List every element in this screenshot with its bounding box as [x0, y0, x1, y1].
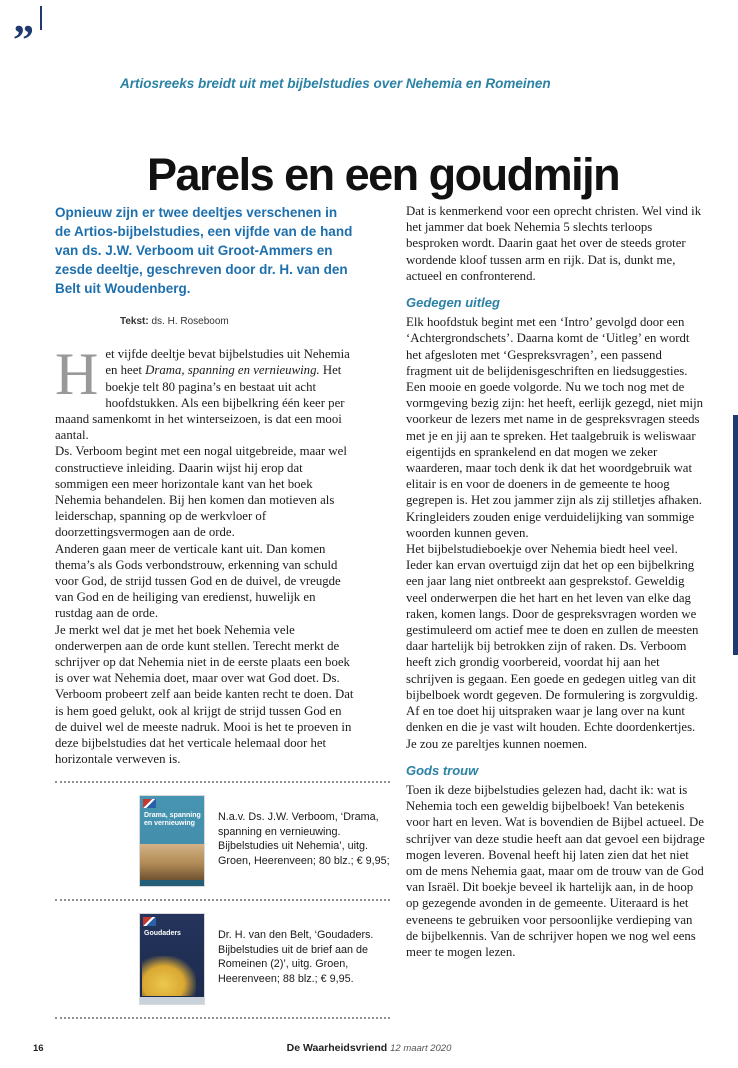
book-cover-photo — [142, 956, 196, 996]
article-body-left — [55, 341, 356, 767]
paragraph: Elk hoofdstuk begint met een ‘Intro’ gevolgd door een ‘Achtergrondschets’. Daarna komt de ‘Uitleg’ en wordt het afgesloten met ‘Gespreksvragen’, een passend fragment uit de belijdenisgeschriften en liedsuggesties. Een mooie en goede volgorde. Nu we toch nog met de vormgeving bezig zijn: het heeft, eerlijk gezegd, niet mijn voorkeur de lezers met name in de gespreksvragen steeds met je en jij aan te spreken. Het taalgebruik is weliswaar eigentijds en sprankelend en dat mogen we zeker waarderen, maar toch denk ik dat het woordgebruik wat elitair is en voor de doeners in de gemeente te hoog gegrepen is. Het zou jammer zijn als zij stilletjes afhaken. Kringleiders zouden enige verduidelijking van sommige woorden kunnen geven. — [406, 315, 704, 540]
paragraph-dropcap — [55, 341, 356, 443]
paragraph: Anderen gaan meer de verticale kant uit. Dan komen thema’s als Gods verbondstrouw, erkenning van schuld voor God, de strijd tussen God en de duivel, de vreugde van God en de heiliging van eredienst, huwelijk en rustdag aan de orde. — [55, 541, 341, 621]
book-cover-photo — [140, 844, 204, 880]
paragraph: Het bijbelstudieboekje over Nehemia biedt heel veel. Ieder kan ervan overtuigd zijn dat het op een bijbelkring een jaar lang niet ontbreekt aan gesprekstof. Geweldig veel onderwerpen die het hart en het leven van elke dag raken, komen langs. Door de gespreksvragen worden we gestimuleerd om actief mee te doen en zullen de meesten daar hartelijk bij betrokken zijn of raken. Ds. Verboom heeft zich grondig voorbereid, voordat hij aan het schrijven is gegaan. Een goede en gedegen uitleg van dit bijbelboek wordt gegeven. De formulering is zorgvuldig. Af en toe doet hij uitspraken waar je lang over na kunt denken en die je vast wilt houden. Echte doordenkertjes. Je zou ze pareltjes kunnen noemen. — [406, 542, 699, 751]
paragraph: Je merkt wel dat je met het boek Nehemia vele onderwerpen aan de orde kunt stellen. Terecht merkt de schrijver op dat Nehemia niet in de eerste plaats een boek is over wat Nehemia doet, maar over wat God doet. Ds. Verboom probeert zelf aan beide kanten recht te doen. Dat is hem goed gelukt, ook al krijgt de strijd tussen God en de duivel wel de meeste nadruk. Mooi is het te proeven in deze bijbelstudies dat het verticale helemaal door het horizontale verweven is. — [55, 622, 354, 767]
left-column — [55, 203, 390, 1019]
book-info-box — [55, 781, 390, 1019]
book-cover-title: Goudaders — [144, 930, 181, 938]
byline-label: Tekst: — [120, 316, 149, 327]
book-entry — [55, 781, 390, 899]
paragraph: Ds. Verboom begint met een nogal uitgebreide, maar wel constructieve inleiding. Daarin wijst hij erop dat sommigen een meer horizontale kant van het boek Nehemia behandelen. Bij hen komen dan motieven als leiderschap, spanning op de werkvloer of doorzettingsvermogen aan de orde. — [55, 444, 347, 540]
drop-cap: H — [55, 341, 99, 408]
section-gods-trouw — [406, 763, 707, 960]
right-column — [406, 203, 707, 1019]
footer-center — [0, 1042, 738, 1054]
section-heading: Gods trouw — [406, 762, 479, 778]
section-heading: Gedegen uitleg — [406, 295, 500, 311]
paragraph-text: et vijfde deeltje bevat bijbelstudies uit Nehemia en heet — [105, 347, 350, 378]
article-title: Parels en een goudmijn — [147, 149, 620, 201]
article-columns — [55, 203, 707, 1019]
book-cover-strip — [140, 880, 204, 886]
book-cover-drama — [140, 796, 204, 886]
corner-rule — [40, 6, 42, 30]
book-cover-title: Drama, spanning en vernieuwing — [144, 812, 201, 828]
edge-index-bar — [733, 415, 738, 655]
paragraph: Toen ik deze bijbelstudies gelezen had, dacht ik: wat is Nehemia toch een geweldig bijbelboek! Van betekenis voor hart en leven. Wat is bovendien de Bijbel actueel. De schrijver van deze studie heeft aan dat gevoel een bijdrage mogen leveren. Bovenal heeft hij laten zien dat het niet om de mens Nehemia gaat, maar om de trouw van de God van Israël. Dit boekje beveel ik hartelijk aan, in de hoop op gezegende avonden in de gemeente. Uiteraard is het eveneens te gebruiken voor persoonlijke verdieping van de bijbelkennis. Van de schrijver hopen we nog wel eens meer te mogen lezen. — [406, 782, 705, 959]
page-number: 16 — [33, 1043, 44, 1054]
paragraph-text: Het boekje telt 80 pagina’s en bestaat uit acht hoofdstukken. Als een bijbelkring één keer per maand samenkomt in het winterseizoen, is dat een mooi aantal. — [55, 363, 345, 443]
book-caption: Dr. H. van den Belt, ‘Goudaders. Bijbelstudies uit de brief aan de Romeinen (2)’, uitg. Groen, Heerenveen; 88 blz.; € 9,95. — [218, 929, 374, 985]
article-kicker: Artiosreeks breidt uit met bijbelstudies over Nehemia en Romeinen — [120, 76, 551, 91]
book-cover-strip — [140, 997, 204, 1004]
issue-date: 12 maart 2020 — [390, 1043, 452, 1054]
article-intro: Opnieuw zijn er twee deeltjes verschenen in de Artios-bijbelstudies, een vijfde van de hand van ds. J.W. Verboom uit Groot-Ammers en zesde deeltje, geschreven door dr. H. van den Belt uit Woudenberg. — [55, 205, 353, 296]
quote-mark-icon: ” — [13, 18, 34, 64]
publisher-logo-icon — [143, 917, 156, 926]
book-caption: N.a.v. Ds. J.W. Verboom, ‘Drama, spanning en vernieuwing. Bijbelstudies uit Nehemia’, uitg. Groen, Heerenveen; 80 blz.; € 9,95; — [218, 811, 390, 867]
byline-name: ds. H. Roseboom — [151, 316, 229, 327]
byline — [120, 314, 356, 330]
paragraph: Dat is kenmerkend voor een oprecht christen. Wel vind ik het jammer dat boek Nehemia 5 slechts terloops besproken wordt. Daarin gaat het over de steeds groter wordende kloof tussen arm en rijk. Dat is, dunkt me, actueel en confronterend. — [406, 204, 702, 283]
book-entry — [55, 899, 390, 1019]
page-footer — [0, 1042, 738, 1058]
section-gedegen-uitleg — [406, 295, 707, 752]
publisher-logo-icon — [143, 799, 156, 808]
magazine-name: De Waarheidsvriend — [286, 1042, 388, 1054]
book-title-inline: Drama, spanning en vernieuwing. — [145, 363, 320, 378]
book-cover-goudaders — [140, 914, 204, 1004]
